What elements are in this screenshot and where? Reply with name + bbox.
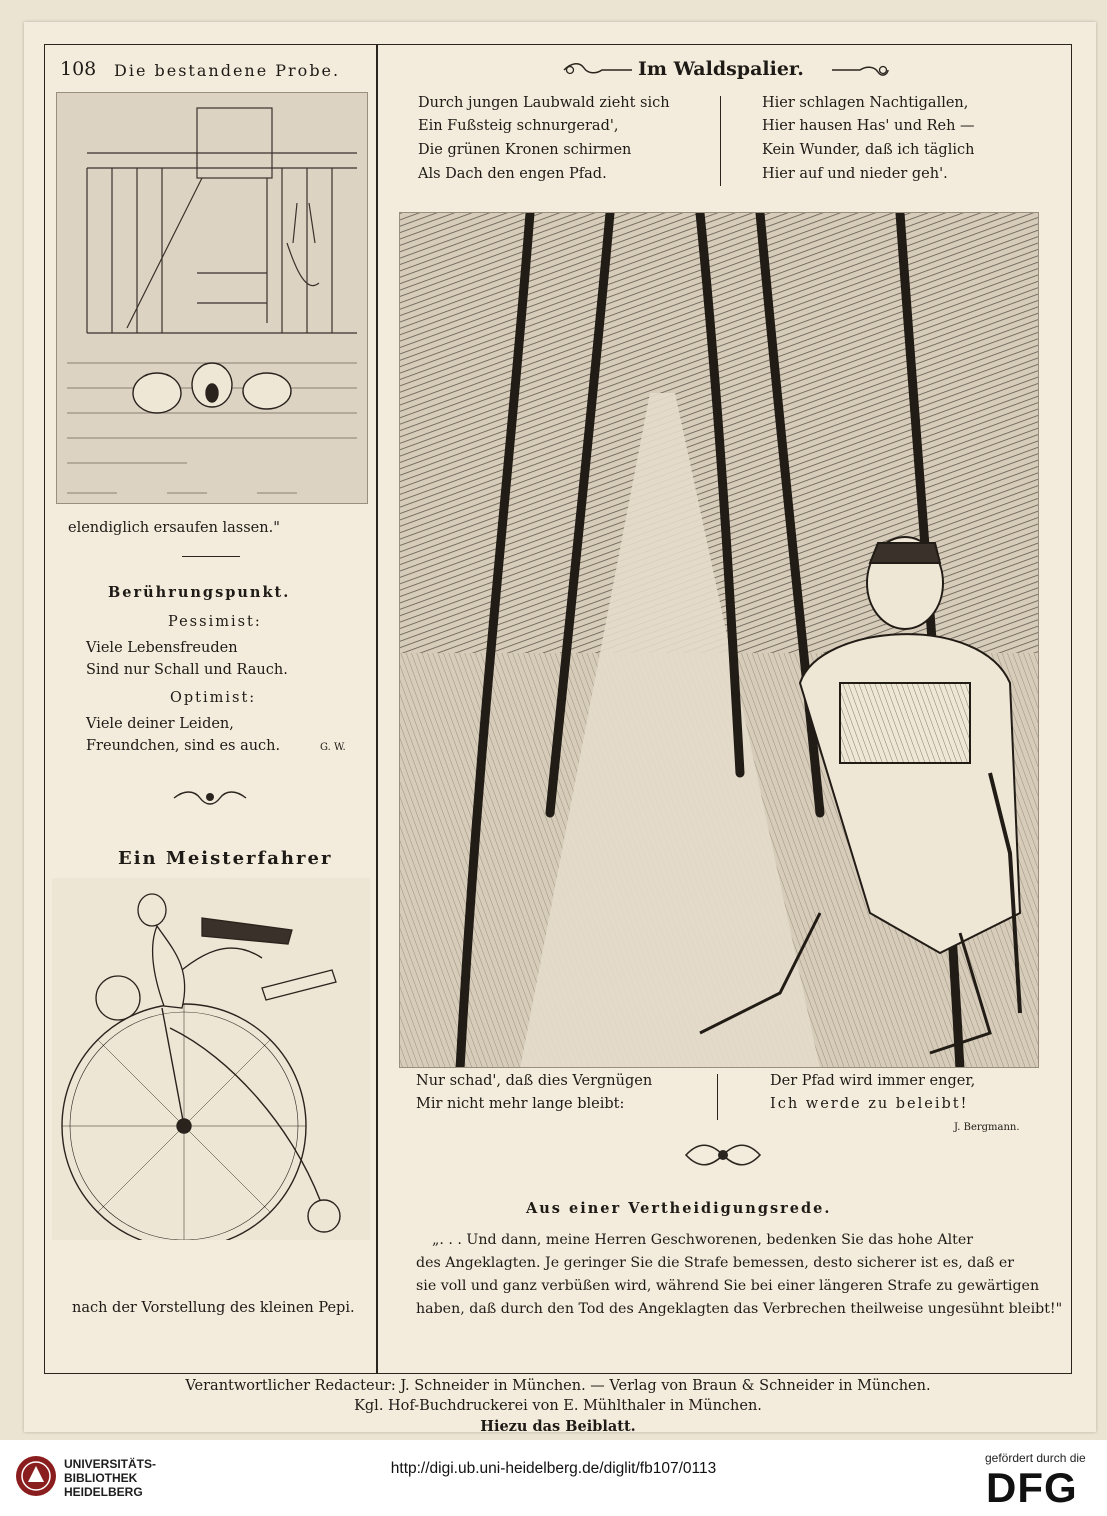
ornament-knot	[680, 1136, 766, 1174]
poem-line: Kein Wunder, daß ich täglich	[762, 142, 975, 158]
poem-line: Als Dach den engen Pfad.	[418, 166, 607, 182]
poem-line: Die grünen Kronen schirmen	[418, 142, 632, 158]
pessimist-label: Pessimist:	[168, 614, 262, 630]
section-rule	[182, 556, 240, 557]
poem-divider	[720, 96, 721, 186]
poem-line: Durch jungen Laubwald zieht sich	[418, 95, 670, 111]
permalink-url[interactable]: http://digi.ub.uni-heidelberg.de/diglit/fb107/0113	[390, 1460, 717, 1477]
speech-heading: Aus einer Vertheidigungsrede.	[526, 1200, 832, 1217]
cyclist-heading: Ein Meisterfahrer	[118, 848, 333, 869]
cyclist-caption: nach der Vorstellung des kleinen Pepi.	[72, 1300, 355, 1316]
pessimist-line-1: Viele Lebensfreuden	[86, 640, 238, 656]
poem-line: Ich werde zu beleibt!	[770, 1096, 969, 1112]
signature: G. W.	[320, 742, 346, 753]
poem-line: Mir nicht mehr lange bleibt:	[416, 1096, 625, 1112]
speech-line: des Angeklagten. Je geringer Sie die Strafe bemessen, desto sicherer ist es, daß er	[416, 1255, 1015, 1271]
poem-line: Hier hausen Has' und Reh —	[762, 118, 975, 134]
optimist-line-2: Freundchen, sind es auch.	[86, 738, 281, 754]
optimist-line-1: Viele deiner Leiden,	[86, 716, 234, 732]
bath-scene-illustration	[56, 92, 368, 504]
speech-line: haben, daß durch den Tod des Angeklagten das Verbrechen theilweise ungesühnt bleibt!"	[416, 1301, 1063, 1317]
page-number: 108	[60, 58, 97, 80]
library-footer-bar	[0, 1440, 1107, 1516]
imprint-line-3: Hiezu das Beiblatt.	[480, 1418, 636, 1435]
optimist-label: Optimist:	[170, 690, 257, 706]
column-divider	[376, 44, 378, 1374]
poem-line: Hier schlagen Nachtigallen,	[762, 95, 969, 111]
library-name: UNIVERSITÄTS- BIBLIOTHEK HEIDELBERG	[64, 1457, 157, 1499]
ornament-swirl-right	[830, 60, 892, 80]
left-article-title: Die bestandene Probe.	[114, 61, 341, 80]
poem-line: Ein Fußsteig schnurgerad',	[418, 118, 619, 134]
poem-divider	[717, 1074, 718, 1120]
poem-line: Nur schad', daß dies Vergnügen	[416, 1073, 653, 1089]
dfg-logo: DFG	[986, 1464, 1078, 1511]
ornament-flourish	[170, 786, 250, 808]
imprint-line-2: Kgl. Hof-Buchdruckerei von E. Mühlthaler in München.	[354, 1398, 762, 1414]
imprint-line-1: Verantwortlicher Redacteur: J. Schneider in München. — Verlag von Braun & Schneider in München.	[185, 1378, 931, 1394]
ornament-swirl-left	[562, 60, 634, 80]
poem-line: Der Pfad wird immer enger,	[770, 1073, 976, 1089]
forest-path-illustration	[399, 212, 1039, 1068]
poem-author: J. Bergmann.	[954, 1122, 1020, 1133]
poem-title: Im Waldspalier.	[638, 58, 804, 80]
penny-farthing-illustration	[52, 878, 370, 1240]
poem-line: Hier auf und nieder geh'.	[762, 166, 948, 182]
speech-line: sie voll und ganz verbüßen wird, während Sie bei einer längeren Strafe zu gewärtigen	[416, 1278, 1040, 1294]
pessimist-line-2: Sind nur Schall und Rauch.	[86, 662, 288, 678]
speech-line: „. . . Und dann, meine Herren Geschworenen, bedenken Sie das hohe Alter	[432, 1232, 973, 1248]
funding-caption: gefördert durch die	[985, 1451, 1086, 1465]
section-heading: Berührungspunkt.	[108, 584, 291, 601]
bath-caption: elendiglich ersaufen lassen."	[68, 520, 280, 536]
